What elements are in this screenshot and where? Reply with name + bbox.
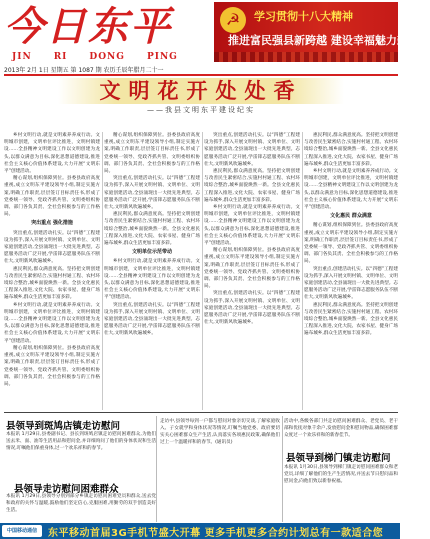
news-headline-3[interactable]: 县领导到梯门镇走访慰问: [286, 453, 391, 464]
newspaper-logo: [4, 2, 204, 52]
news-body-2: 本报讯 1月29日,县领导分别到部分乡镇走访慰问困难党员和群众,送去党和政府的关怀与温暖,鼓励他们坚定信心,克服困难,用勤劳的双手创造美好生活。: [6, 494, 156, 514]
party-emblem-icon: ☭: [220, 7, 246, 33]
paragraph: 乡村文明行动,就是文明素养养成行动。文明城市创建，文明单位评比推进，文明村镇建设……全县精神文明建设工作以文明创建为龙头,以群众满意为目标,深化思想道德建设,推进社会主义核心价值体系建设,大力开展“文明东平”创建活动。: [104, 259, 200, 301]
paragraph: 惠民利民,群众满意度高。坚持把文明创建与改善民生紧密结合,实施村村通工程、农村环境综合整治,城乡面貌焕然一新。全县文化惠民工程深入推进,文化大院、农家书屋、健身广场遍布城乡,群众生活更加丰富多彩。: [204, 169, 300, 203]
article-column-2: [104, 132, 200, 410]
banner-line-2: 推进富民强县新跨越 建设幸福魅力新东平: [228, 34, 430, 47]
banner-crowd-decoration: [214, 52, 398, 62]
paragraph: 突出重点,创建活动扎实。以“四德”工程建设为抓手,深入开展文明村镇、文明单位、文明家庭创建活动,全县涌现出一大批先进典型。志愿服务活动广泛开展,学雷锋志愿服务队伍不断壮大,文明新风吹遍城乡。: [104, 176, 200, 211]
news-body-middle: 走访中,县领导每到一户都与慰问对象亲切交谈,了解家庭收入、子女就学和身体状况等情况,叮嘱当地党委、政府要切实关心困难群众生产生活,认真落实各项惠民政策,确保他们过上一个温暖祥和的春节。(通讯员): [160, 419, 280, 446]
column-divider: [302, 132, 303, 410]
paragraph: 精心谋划,组织保障到位。县委县政府高度重视,成立文明东平建设领导小组,制定实施方案,明确工作职责,层层签订目标责任书,形成了党委统一领导、党政齐抓共管、文明委组织协调、部门各负其责、全社会积极参与的工作格局。: [204, 248, 300, 290]
paragraph: 乡村文明行动,就是文明素养养成行动。文明城市创建，文明单位评比推进，文明村镇建设……全县精神文明建设工作以文明创建为龙头,以群众满意为目标,深化思想道德建设,推进社会主义核心价值体系建设,大力开展“文明东平”创建活动。: [204, 205, 300, 247]
column-divider: [156, 416, 157, 522]
news-body-3: 本报讯 1月30日,县领导到梯门镇走访慰问困难群众和老党员,详细了解他们的生产生活情况,并送去节日慰问品和慰问金,向他们致以新春祝福。: [284, 465, 398, 485]
column-divider: [202, 132, 203, 410]
feature-title: 文明花开处处香: [58, 78, 344, 104]
section-subhead: 文化惠民 群众满意: [330, 213, 372, 220]
dateline: 2013年 2月 1日 星期五 第 1087 期 农历壬辰年腊月二十一: [4, 67, 164, 74]
china-mobile-logo: 中国移动通信: [2, 525, 42, 537]
news-headline-1[interactable]: 县领导到斑鸠店镇走访慰问: [6, 421, 121, 432]
paragraph: 精心谋划,组织保障到位。县委县政府高度重视,成立文明东平建设领导小组,制定实施方案,明确工作职责,层层签订目标责任书,形成了党委统一领导、党政齐抓共管、文明委组织协调、部门各负其责、全社会积极参与的工作格局。: [4, 176, 100, 218]
paragraph: 突出重点,创建活动扎实。以“四德”工程建设为抓手,深入开展文明村镇、文明单位、文明家庭创建活动,全县涌现出一大批先进典型。志愿服务活动广泛开展,学雷锋志愿服务队伍不断壮大,文明新风吹遍城乡。: [204, 291, 300, 326]
advertisement-banner[interactable]: [0, 523, 400, 539]
banner-line-1: 学习贯彻十八大精神: [254, 10, 353, 23]
pinyin-4: PING: [146, 52, 178, 62]
feature-title-block: [58, 78, 344, 118]
paragraph: 突出重点,创建活动扎实。以“四德”工程建设为抓手,深入开展文明村镇、文明单位、文明家庭创建活动,全县涌现出一大批先进典型。志愿服务活动广泛开展,学雷锋志愿服务队伍不断壮大,文明新风吹遍城乡。: [104, 302, 200, 337]
paragraph: 惠民利民,群众满意度高。坚持把文明创建与改善民生紧密结合,实施村村通工程、农村环境综合整治,城乡面貌焕然一新。全县文化惠民工程深入推进,文化大院、农家书屋、健身广场遍布城乡,群众生活更加丰富多彩。: [304, 133, 398, 167]
article-column-1: [4, 132, 100, 410]
article-column-4: [304, 132, 398, 410]
masthead: [0, 0, 430, 76]
paragraph: 突出重点,创建活动扎实。以“四德”工程建设为抓手,深入开展文明村镇、文明单位、文明家庭创建活动,全县涌现出一大批先进典型。志愿服务活动广泛开展,学雷锋志愿服务队伍不断壮大,文明新风吹遍城乡。: [304, 266, 398, 301]
news-body-1: 本报讯 1月29日,县委副书记、县长到斑鸠店镇走访慰问困难群众,为他们送去米、面、油等生活用品和慰问金,并详细询问了他们的身体状况和生活情况,叮嘱他们保重身体,过一个欢乐祥和的春节。: [6, 432, 156, 452]
ad-text: 东平移动首届3G手机节盛大开幕 更多手机更多合约计划总有一款适合您: [48, 528, 384, 539]
news-headline-2[interactable]: 县领导走访慰问困难群众: [14, 484, 119, 495]
column-divider: [102, 132, 103, 410]
feature-subtitle: ——我县文明东平建设纪实: [147, 106, 255, 114]
article-column-3: [204, 132, 300, 410]
party-slogan-banner: [214, 2, 430, 62]
pinyin-3: DONG: [89, 52, 125, 62]
pinyin-2: RI: [53, 52, 68, 62]
logo-pinyin: [12, 52, 178, 62]
masthead-rule: [4, 74, 398, 76]
paragraph: 精心谋划,组织保障到位。县委县政府高度重视,成立文明东平建设领导小组,制定实施方案,明确工作职责,层层签订目标责任书,形成了党委统一领导、党政齐抓共管、文明委组织协调、部门各负其责、全社会积极参与的工作格局。: [104, 133, 200, 175]
paragraph: 精心谋划,组织保障到位。县委县政府高度重视,成立文明东平建设领导小组,制定实施方案,明确工作职责,层层签订目标责任书,形成了党委统一领导、党政齐抓共管、文明委组织协调、部门各负其责、全社会积极参与的工作格局。: [4, 345, 100, 387]
paragraph: 突出重点,创建活动扎实。以“四德”工程建设为抓手,深入开展文明村镇、文明单位、文明家庭创建活动,全县涌现出一大批先进典型。志愿服务活动广泛开展,学雷锋志愿服务队伍不断壮大,文明新风吹遍城乡。: [204, 133, 300, 167]
paragraph: 惠民利民,群众满意度高。坚持把文明创建与改善民生紧密结合,实施村村通工程、农村环境综合整治,城乡面貌焕然一新。全县文化惠民工程深入推进,文化大院、农家书屋、健身广场遍布城乡,群众生活更加丰富多彩。: [104, 212, 200, 247]
paragraph: 惠民利民,群众满意度高。坚持把文明创建与改善民生紧密结合,实施村村通工程、农村环境综合整治,城乡面貌焕然一新。全县文化惠民工程深入推进,文化大院、农家书屋、健身广场遍布城乡,群众生活更加丰富多彩。: [4, 266, 100, 301]
column-divider: [282, 416, 283, 522]
section-subhead: 突出重点 强化措施: [31, 220, 73, 227]
logo-text: 今日东平: [4, 3, 172, 50]
paragraph: 突出重点,创建活动扎实。以“四德”工程建设为抓手,深入开展文明村镇、文明单位、文明家庭创建活动,全县涌现出一大批先进典型。志愿服务活动广泛开展,学雷锋志愿服务队伍不断壮大,文明新风吹遍城乡。: [4, 230, 100, 265]
paragraph: 乡村文明行动,就是文明素养养成行动。文明城市创建，文明单位评比推进，文明村镇建设……全县精神文明建设工作以文明创建为龙头,以群众满意为目标,深化思想道德建设,推进社会主义核心价值体系建设,大力开展“文明东平”创建活动。: [304, 169, 398, 211]
paragraph: 乡村文明行动,就是文明素养养成行动。文明城市创建，文明单位评比推进，文明村镇建设……全县精神文明建设工作以文明创建为龙头,以群众满意为目标,深化思想道德建设,推进社会主义核心价值体系建设,大力开展“文明东平”创建活动。: [4, 302, 100, 344]
section-divider: [4, 412, 398, 413]
section-subhead: 文明单位示范带动: [131, 249, 172, 256]
pinyin-1: JIN: [12, 52, 32, 62]
paragraph: 惠民利民,群众满意度高。坚持把文明创建与改善民生紧密结合,实施村村通工程、农村环境综合整治,城乡面貌焕然一新。全县文化惠民工程深入推进,文化大院、农家书屋、健身广场遍布城乡,群众生活更加丰富多彩。: [304, 302, 398, 337]
paragraph: 精心谋划,组织保障到位。县委县政府高度重视,成立文明东平建设领导小组,制定实施方案,明确工作职责,层层签订目标责任书,形成了党委统一领导、党政齐抓共管、文明委组织协调、部门各负其责、全社会积极参与的工作格局。: [304, 223, 398, 265]
feature-article: [4, 132, 398, 410]
news-body-right-top: 活动中,各级各部门共走访慰问困难群众、老党员、老干部和优抚对象千余户,发放慰问金和慰问物品,确保困难群众度过一个欢乐祥和的新春佳节。: [284, 419, 398, 439]
paragraph: 乡村文明行动,就是文明素养养成行动。文明城市创建，文明单位评比推进，文明村镇建设……全县精神文明建设工作以文明创建为龙头,以群众满意为目标,深化思想道德建设,推进社会主义核心价值体系建设,大力开展“文明东平”创建活动。: [4, 133, 100, 175]
